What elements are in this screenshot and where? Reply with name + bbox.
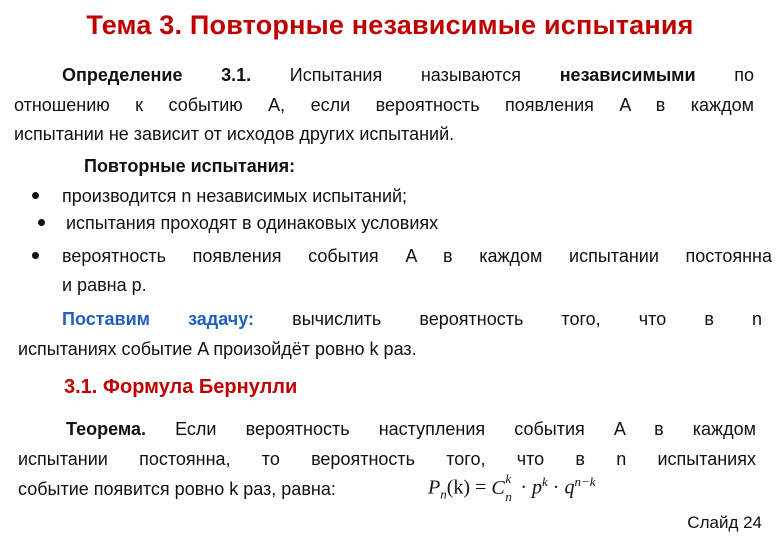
bullet-3-continuation: и равна p. — [62, 275, 147, 295]
bullet-1-dot — [32, 192, 39, 199]
task-label: Поставим задачу: — [62, 309, 255, 329]
theorem-line-2: испытании постоянна, то вероятность того, что в n испытаниях — [18, 449, 756, 469]
theorem-line-3: событие появится ровно k раз, равна: — [18, 479, 336, 499]
bullet-3-text: вероятность появления события A в каждом испытании постоянна — [62, 246, 772, 266]
section-title: 3.1. Формула Бернулли — [64, 376, 298, 398]
bullet-2-text: испытания проходят в одинаковых условиях — [66, 213, 439, 233]
definition-text-1a: Испытания называются — [289, 65, 522, 85]
theorem-label: Теорема. — [66, 419, 146, 439]
bernoulli-formula: $P_n(k) = C$ k n · $p^k \cdot q^{n-k}$ — [428, 470, 596, 504]
definition-term: независимыми — [559, 65, 696, 85]
definition-text-1b: по — [734, 65, 754, 85]
bullet-1-text: производится n независимых испытаний; — [62, 186, 408, 206]
slide-number: Слайд 24 — [687, 513, 762, 532]
task-text-1: вычислить вероятность того, что в n — [292, 309, 762, 329]
theorem-text-1: Если вероятность наступления события A в каждом — [175, 419, 756, 439]
definition-line-3: испытании не зависит от исходов других испытаний. — [14, 124, 455, 144]
task-line-1 — [62, 308, 762, 330]
task-line-2: испытаниях событие A произойдёт ровно k раз. — [18, 339, 417, 359]
bullet-2-dot — [38, 219, 45, 226]
definition-line-2: отношению к событию A, если вероятность появления A в каждом — [14, 95, 754, 115]
repeated-heading: Повторные испытания: — [84, 156, 296, 176]
definition-label: Определение 3.1. — [62, 65, 252, 85]
theorem-line-1 — [66, 418, 756, 440]
definition-line-1 — [62, 64, 754, 86]
page-title: Тема 3. Повторные независимые испытания — [86, 10, 694, 40]
bullet-3-dot — [32, 252, 39, 259]
